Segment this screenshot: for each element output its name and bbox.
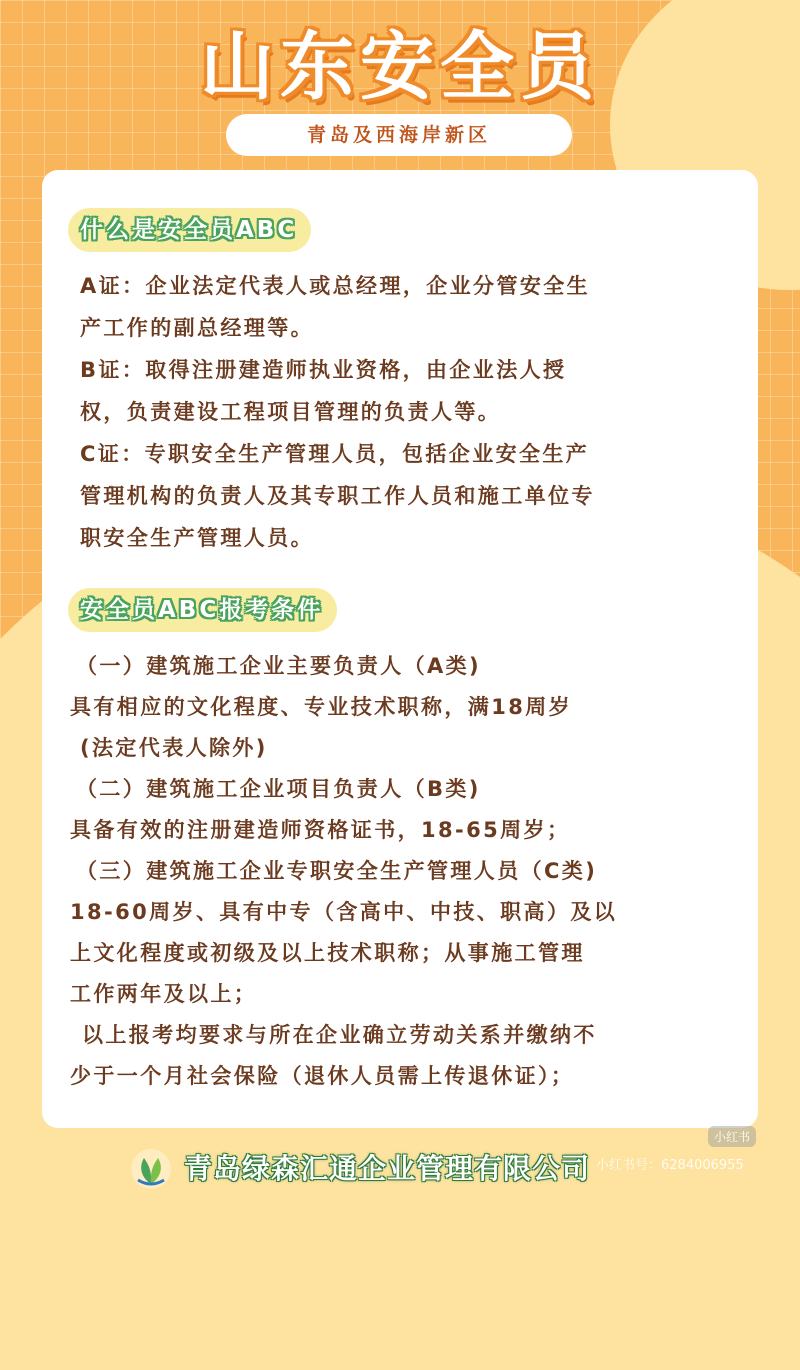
section1-line: A证：企业法定代表人或总经理，企业分管安全生 bbox=[80, 274, 591, 298]
section2-line: (法定代表人除外) bbox=[80, 736, 268, 760]
section2-line: （三）建筑施工企业专职安全生产管理人员（C类) bbox=[76, 859, 598, 883]
page-title: 山东安全员 bbox=[200, 24, 600, 110]
section2-line: 以上报考均要求与所在企业确立劳动关系并缴纳不 bbox=[82, 1023, 597, 1047]
section1-line: 权，负责建设工程项目管理的负责人等。 bbox=[80, 400, 502, 424]
section2-line: （二）建筑施工企业项目负责人（B类) bbox=[76, 777, 481, 801]
section1-line: B证：取得注册建造师执业资格，由企业法人授 bbox=[80, 358, 567, 382]
company-name: 青岛绿森汇通企业管理有限公司 bbox=[184, 1152, 591, 1185]
section2-line: 工作两年及以上； bbox=[70, 982, 258, 1006]
watermark-id: 小红书号：6284006955 bbox=[596, 1158, 744, 1173]
section2-line: 18-60周岁、具有中专（含高中、中技、职高）及以 bbox=[70, 900, 618, 924]
section2-line: 具备有效的注册建造师资格证书，18-65周岁； bbox=[70, 818, 571, 842]
watermark-badge: 小红书 bbox=[708, 1126, 756, 1147]
section2-line: 上文化程度或初级及以上技术职称；从事施工管理 bbox=[70, 941, 585, 965]
section2-line: （一）建筑施工企业主要负责人（A类) bbox=[76, 654, 482, 678]
section1-line: C证：专职安全生产管理人员，包括企业安全生产 bbox=[80, 442, 590, 466]
region-subtitle: 青岛及西海岸新区 bbox=[226, 114, 572, 156]
leaf-logo-icon bbox=[130, 1148, 172, 1190]
content-card bbox=[42, 170, 758, 1128]
section-heading-what-is: 什么是安全员ABC bbox=[68, 208, 311, 252]
section1-line: 管理机构的负责人及其专职工作人员和施工单位专 bbox=[80, 484, 595, 508]
section1-line: 职安全生产管理人员。 bbox=[80, 526, 314, 550]
section1-line: 产工作的副总经理等。 bbox=[80, 316, 314, 340]
section2-line: 具有相应的文化程度、专业技术职称，满18周岁 bbox=[70, 695, 573, 719]
section-heading-requirements: 安全员ABC报考条件 bbox=[68, 588, 337, 632]
section2-line: 少于一个月社会保险（退休人员需上传退休证）； bbox=[70, 1064, 575, 1088]
